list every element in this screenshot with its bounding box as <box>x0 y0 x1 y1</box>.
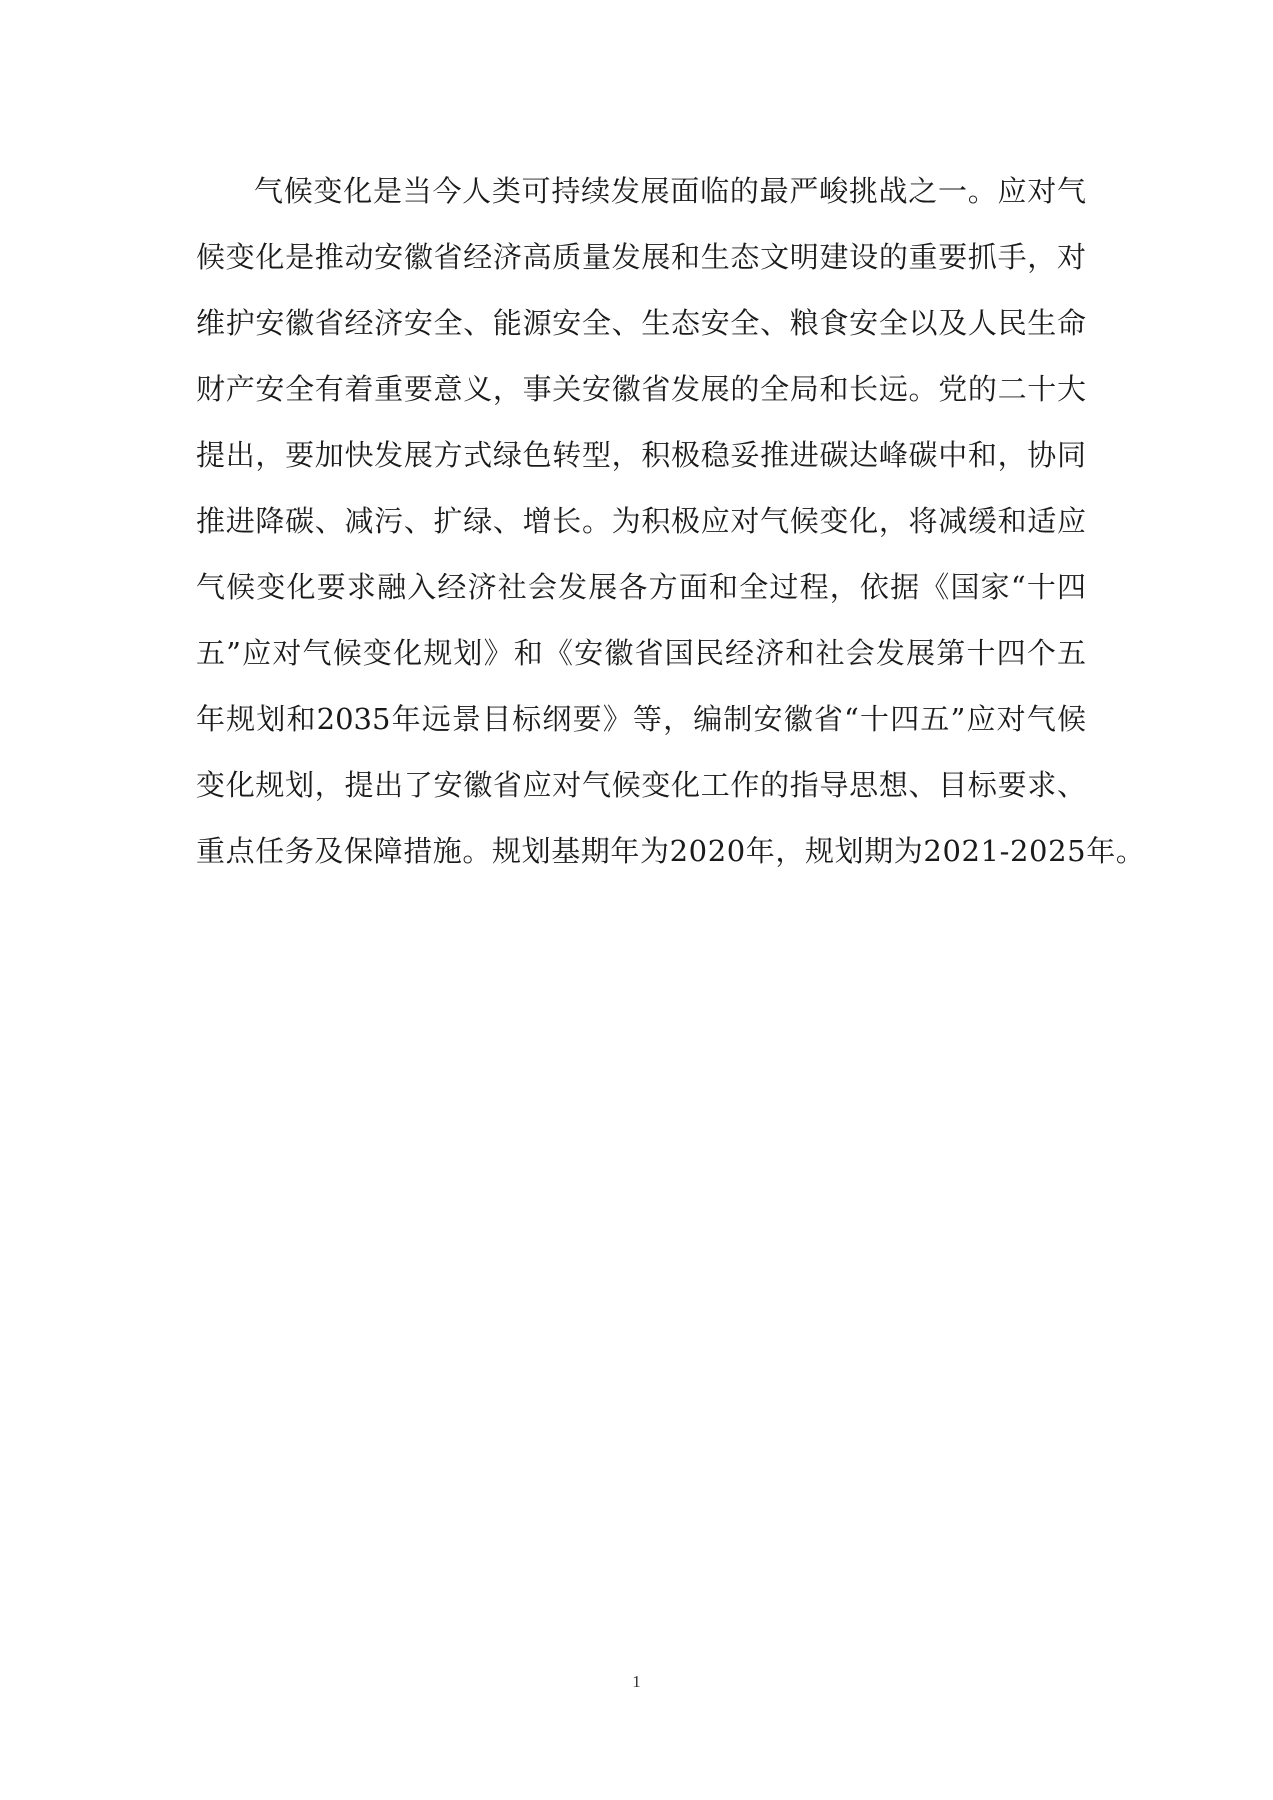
body-paragraph <box>196 158 1146 884</box>
paragraph-line: 财产安全有着重要意义，事关安徽省发展的全局和长远。党的二十大 <box>196 372 1086 406</box>
page-number: 1 <box>632 1672 641 1691</box>
paragraph-line: 候变化是推动安徽省经济高质量发展和生态文明建设的重要抓手，对 <box>196 240 1086 274</box>
paragraph-line: 气候变化是当今人类可持续发展面临的最严峻挑战之一。应对气 <box>254 174 1086 208</box>
paragraph-line: 气候变化要求融入经济社会发展各方面和全过程，依据《国家“十四 <box>196 570 1086 604</box>
paragraph-line: 变化规划，提出了安徽省应对气候变化工作的指导思想、目标要求、 <box>196 768 1086 802</box>
paragraph-line: 提出，要加快发展方式绿色转型，积极稳妥推进碳达峰碳中和，协同 <box>196 438 1086 472</box>
paragraph-line: 推进降碳、减污、扩绿、增长。为积极应对气候变化，将减缓和适应 <box>196 504 1086 538</box>
paragraph-line: 年规划和2035年远景目标纲要》等，编制安徽省“十四五”应对气候 <box>196 702 1086 736</box>
paragraph-line: 维护安徽省经济安全、能源安全、生态安全、粮食安全以及人民生命 <box>196 306 1086 340</box>
paragraph-line: 五”应对气候变化规划》和《安徽省国民经济和社会发展第十四个五 <box>196 636 1086 670</box>
paragraph-line: 重点任务及保障措施。规划基期年为2020年，规划期为2021-2025年。 <box>196 834 1146 868</box>
